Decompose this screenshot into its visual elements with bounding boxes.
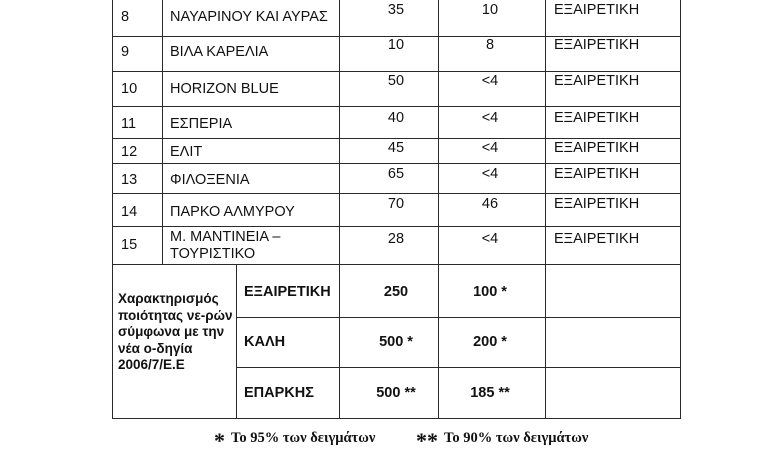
quality: ΕΞΑΙΡΕΤΙΚΗ bbox=[554, 166, 640, 182]
rule bbox=[112, 71, 681, 72]
rule bbox=[112, 264, 681, 265]
row-number: 12 bbox=[121, 144, 138, 160]
site-name: HORIZON BLUE bbox=[170, 81, 279, 97]
value-2: <4 bbox=[481, 140, 499, 156]
rule bbox=[112, 138, 681, 139]
value-1: 40 bbox=[387, 110, 405, 126]
value-2: 10 bbox=[481, 2, 499, 18]
rule bbox=[112, 163, 681, 164]
value-2: <4 bbox=[481, 231, 499, 247]
quality: ΕΞΑΙΡΕΤΙΚΗ bbox=[554, 110, 640, 126]
site-name-line1: Μ. ΜΑΝΤΙΝΕΙΑ – bbox=[170, 229, 281, 245]
value-2: <4 bbox=[481, 110, 499, 126]
limit-2: 185 ** bbox=[470, 385, 510, 401]
footnote-90 bbox=[416, 428, 588, 454]
footnote-star: * bbox=[214, 428, 225, 453]
row-number: 8 bbox=[121, 9, 130, 25]
value-1: 35 bbox=[387, 2, 405, 18]
value-1: 28 bbox=[387, 231, 405, 247]
rule bbox=[236, 317, 681, 318]
quality: ΕΞΑΙΡΕΤΙΚΗ bbox=[554, 2, 640, 18]
limit-2: 200 * bbox=[473, 334, 507, 350]
category-good: ΚΑΛΗ bbox=[244, 334, 286, 350]
rule bbox=[112, 0, 113, 418]
category-sufficient: ΕΠΑΡΚΗΣ bbox=[244, 385, 314, 401]
quality: ΕΞΑΙΡΕΤΙΚΗ bbox=[554, 231, 640, 247]
value-1: 45 bbox=[387, 140, 405, 156]
value-2: 46 bbox=[481, 196, 499, 212]
limit-2: 100 * bbox=[473, 284, 507, 300]
quality: ΕΞΑΙΡΕΤΙΚΗ bbox=[554, 196, 640, 212]
site-name: ΠΑΡΚΟ ΑΛΜΥΡΟΥ bbox=[170, 204, 295, 220]
limit-1: 250 bbox=[383, 284, 409, 300]
quality: ΕΞΑΙΡΕΤΙΚΗ bbox=[554, 140, 640, 156]
footnote-95 bbox=[214, 428, 375, 454]
rule bbox=[112, 106, 681, 107]
rule bbox=[545, 0, 546, 418]
rule bbox=[236, 264, 237, 418]
footnote-star: ** bbox=[416, 428, 438, 453]
rule bbox=[438, 0, 439, 418]
value-1: 10 bbox=[387, 37, 405, 53]
footnote-text: Το 95% των δειγμάτων bbox=[231, 430, 376, 446]
rule bbox=[112, 226, 681, 227]
category-excellent: ΕΞΑΙΡΕΤΙΚΗ bbox=[244, 284, 331, 300]
value-1: 70 bbox=[387, 196, 405, 212]
limit-1: 500 ** bbox=[376, 385, 416, 401]
row-number: 13 bbox=[121, 172, 138, 188]
rule bbox=[339, 0, 340, 418]
quality: ΕΞΑΙΡΕΤΙΚΗ bbox=[554, 73, 640, 89]
rule bbox=[162, 0, 163, 264]
limit-1: 500 * bbox=[379, 334, 413, 350]
rule bbox=[680, 0, 681, 418]
characterization-label: Χαρακτηρισμός ποιότητας νε-ρών σύμφωνα με την νέα ο-δηγία 2006/7/Ε.Ε bbox=[118, 291, 233, 372]
row-number: 11 bbox=[121, 116, 137, 132]
quality: ΕΞΑΙΡΕΤΙΚΗ bbox=[554, 37, 640, 53]
site-name: ΦΙΛΟΞΕΝΙΑ bbox=[170, 172, 250, 188]
row-number: 15 bbox=[121, 237, 138, 253]
rule bbox=[112, 193, 681, 194]
site-name-line2: ΤΟΥΡΙΣΤΙΚΟ bbox=[170, 246, 256, 262]
rule bbox=[112, 418, 681, 419]
value-1: 50 bbox=[387, 73, 405, 89]
row-number: 14 bbox=[121, 204, 138, 220]
site-name: ΕΣΠΕΡΙΑ bbox=[170, 116, 233, 132]
site-name: ΕΛΙΤ bbox=[170, 144, 203, 160]
site-name: ΒΙΛΑ ΚΑΡΕΛΙΑ bbox=[170, 44, 269, 60]
row-number: 10 bbox=[121, 81, 138, 97]
value-1: 65 bbox=[387, 166, 405, 182]
row-number: 9 bbox=[121, 44, 130, 60]
site-name: ΝΑΥΑΡΙΝΟΥ ΚΑΙ ΑΥΡΑΣ bbox=[170, 9, 328, 25]
footnote-text: Το 90% των δειγμάτων bbox=[444, 430, 589, 446]
value-2: <4 bbox=[481, 73, 499, 89]
value-2: <4 bbox=[481, 166, 499, 182]
value-2: 8 bbox=[485, 37, 495, 53]
rule bbox=[236, 367, 681, 368]
